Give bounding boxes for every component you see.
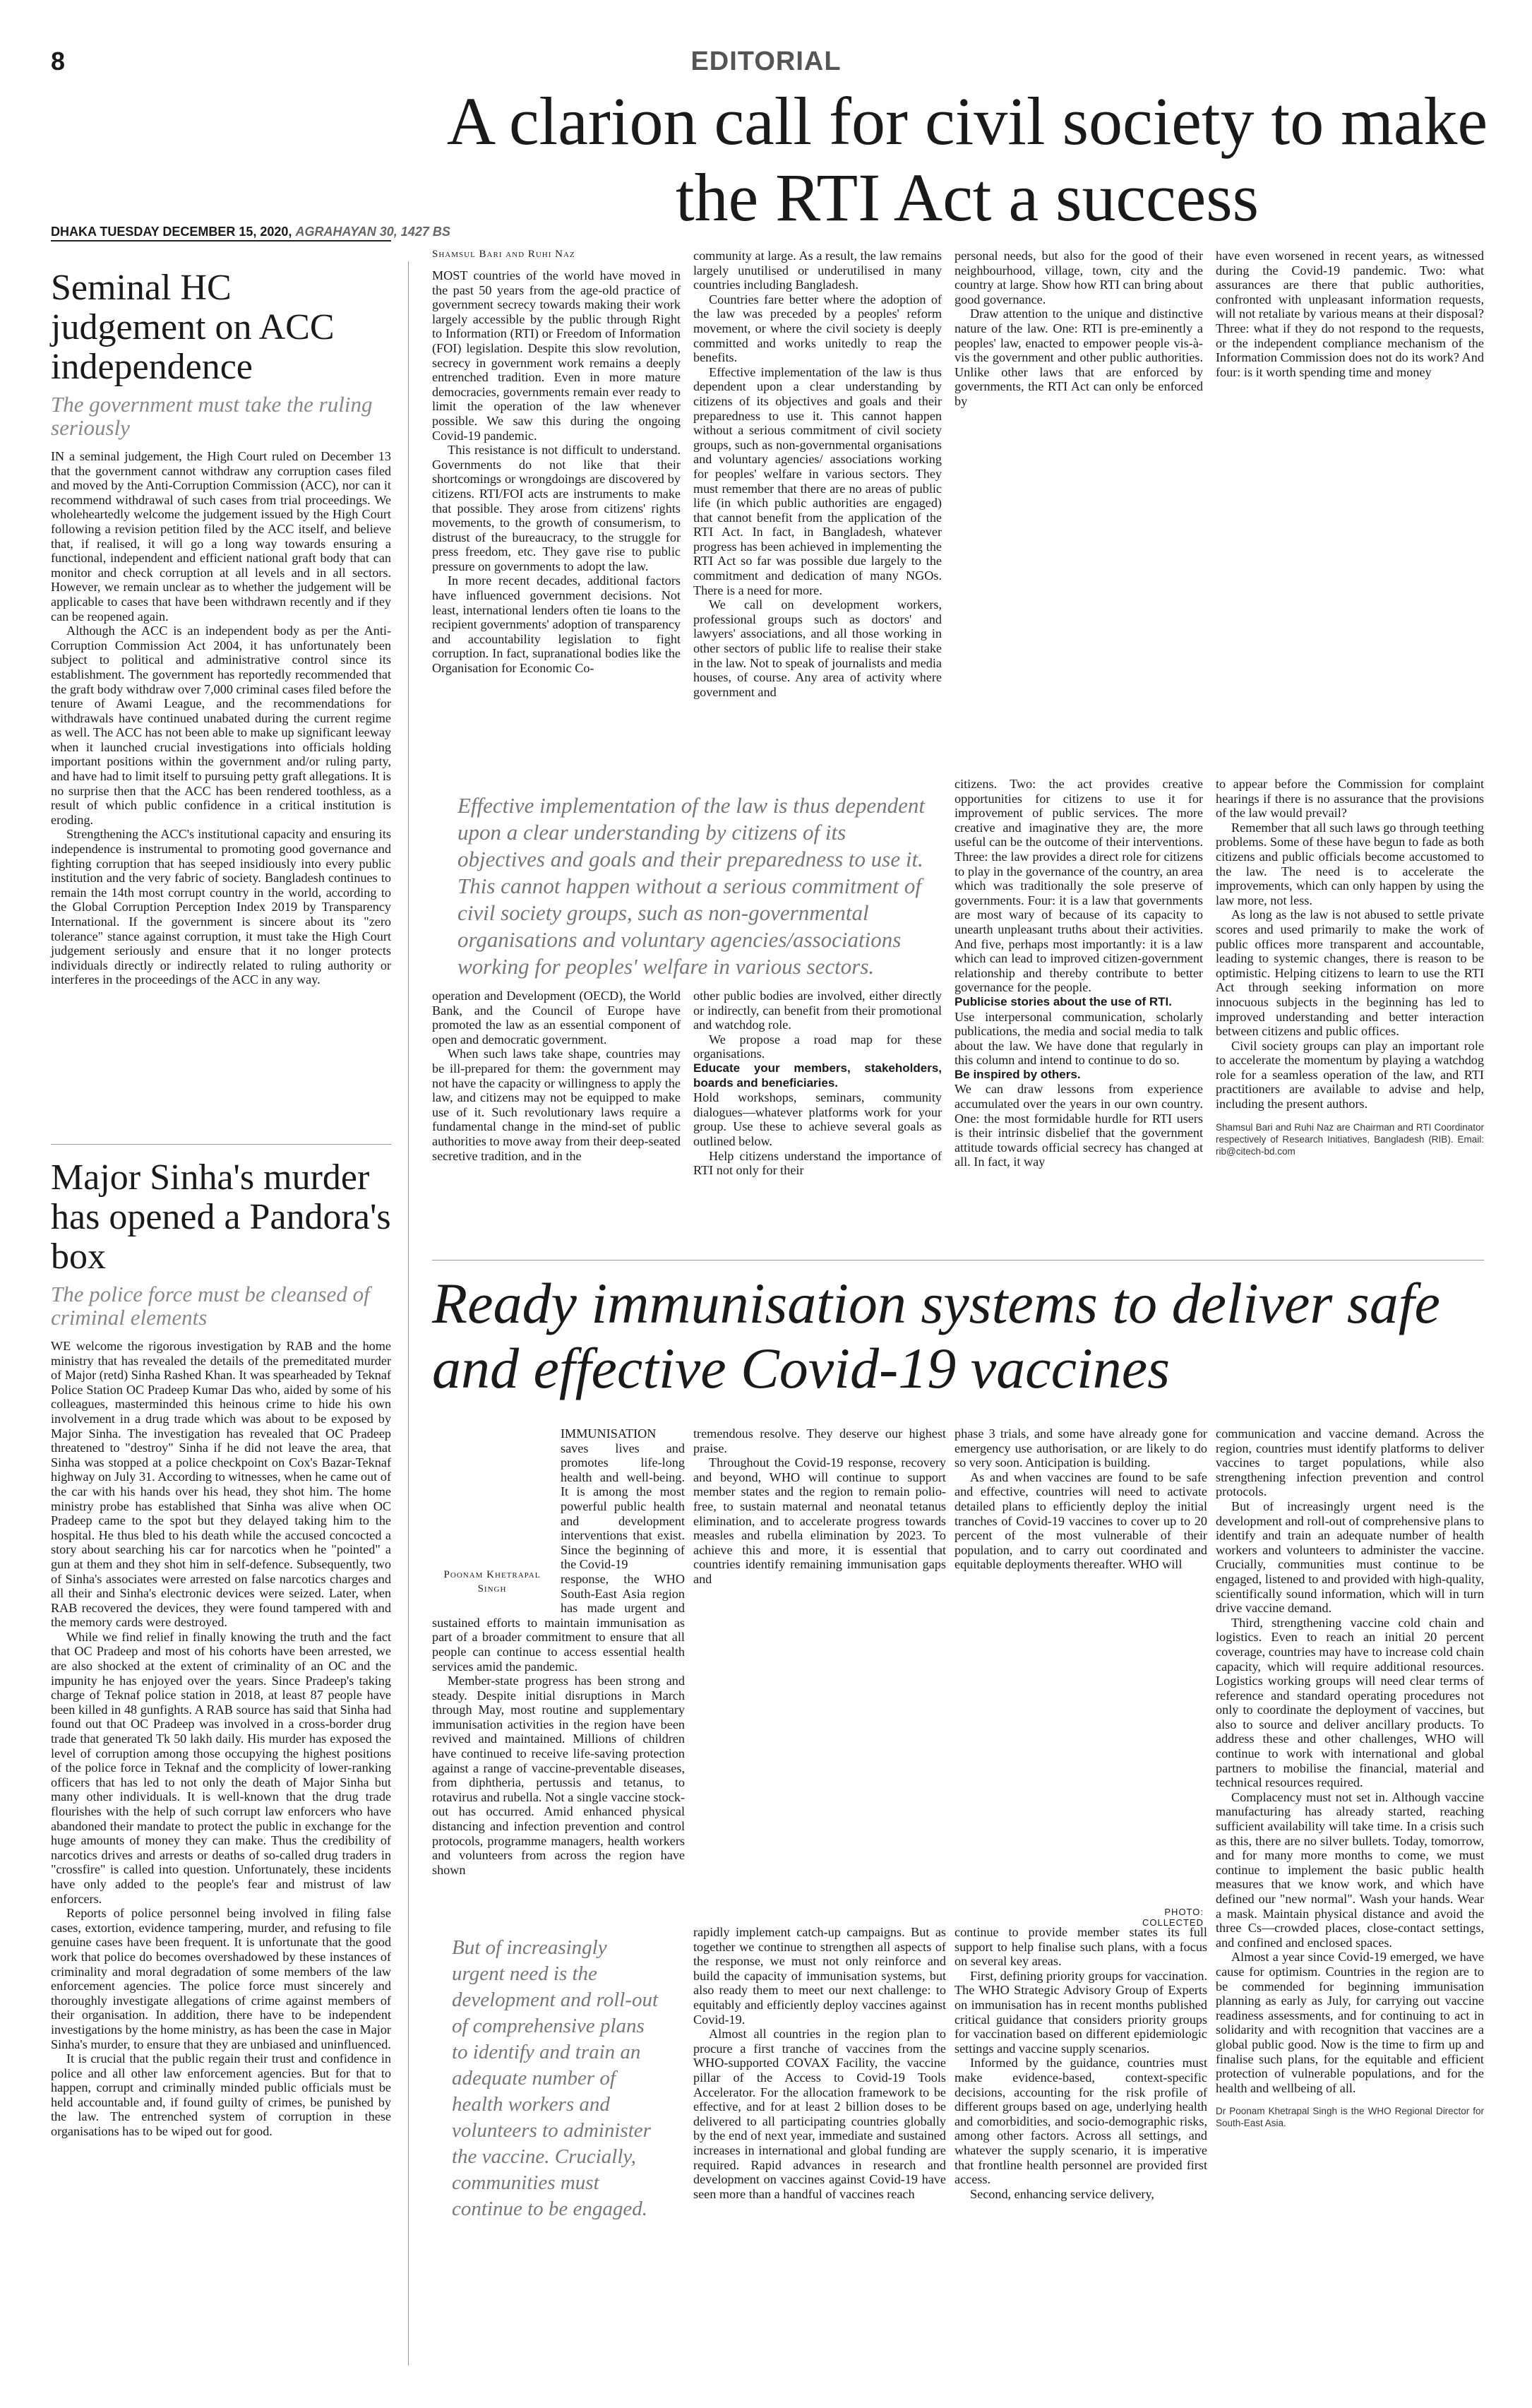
main-col-3 — [954, 249, 1203, 409]
second-paragraph: Almost a year since Covid-19 emerged, we have cause for optimism. Countries in the region are to be commended for beginning immunisation planning as early as July, for carrying out vaccine readiness assessments, and for continuing to act in solidarity and with recognition that vaccines are a global public good. Now is the time to firm up and finalise such plans, for the equitable and efficient protection of vulnerable populations, and for the health and wellbeing of all. — [1216, 1950, 1484, 2095]
second-paragraph: Third, strengthening vaccine cold chain and logistics. Even to reach an initial 20 percent coverage, countries may have to increase cold chain capacity, which will require additional resources. Logistics working groups will need clear terms of reference and standard operating procedures not only to coordinate the deployment of vaccines, but also to source and deliver ancillary products. To address these and other challenges, WHO will continue to work with international and global partners to mobilise the financial, material and technical resources required. — [1216, 1615, 1484, 1790]
second-col-2 — [693, 1426, 946, 1587]
editorial-1-paragraph: Although the ACC is an independent body as per the Anti-Corruption Commission Act 2004, it has unfortunately been subject to political and administrative control since its establishment. The government has reportedly recommended that the graft body withdraw over 7,000 criminal cases filed before the tenure of Awami League, and the recommendations for withdrawals have continued unabated during the current regime as well. The ACC has not been able to make up significant leeway when it launched crucial investigations into officials holding important positions within the government and/or ruling party, and have had to limit itself to pursuing petty graft allegations. It is no surprise then that the ACC has been rendered toothless, as a result of which public confidence in a critical institution is eroding. — [51, 624, 392, 827]
left-editorial-1 — [51, 268, 391, 987]
main-paragraph: As long as the law is not abused to settle private scores and used primarily to make the work of public offices more transparent and accountable, leading to systemic changes, there is reason to be optimistic. Helping citizens to learn to use the RTI Act through seeking information on more innocuous subjects in the beginning has led to improved understanding and better interaction between citizens and public offices. — [1216, 907, 1484, 1039]
second-paragraph: As and when vaccines are found to be safe and effective, countries will need to activate detailed plans to efficiently deploy the initial tranches of Covid-19 vaccines to cover up to 20 percent of the most vulnerable of their population, and to carry out coordinated and equitable deployments thereafter. WHO will — [954, 1470, 1207, 1572]
second-paragraph: Complacency must not set in. Although vaccine manufacturing has already started, reaching sufficient availability will take time. In a crisis such as this, there are no silver bullets. Today, tomorrow, and for many more months to come, we must continue to implement the basic public health measures that we know work, and which have defined our "new normal". Wash your hands. Wear a mask. Maintain physical distance and avoid the three Cs—crowded places, close-contact settings, and confined and enclosed spaces. — [1216, 1789, 1484, 1950]
second-byline: Poonam Khetrapal Singh — [443, 1569, 541, 1595]
main-col-2 — [693, 249, 942, 699]
second-paragraph: But of increasingly urgent need is the development and roll-out of comprehensive plans to identify and train an adequate number of health workers and volunteers to administer the vaccine. Crucially, communities must continue to be engaged, listened to and provided with high-quality, scientifically sound information, which will in turn drive vaccine demand. — [1216, 1498, 1484, 1616]
main-paragraph: community at large. As a result, the law remains largely unutilised or underutilised in many countries including Bangladesh. — [693, 249, 942, 292]
second-paragraph: Informed by the guidance, countries must make evidence-based, context-specific decisions, accounting for the risk profile of different groups based on age, underlying health and comorbidities, and socio-demographic risks, among other factors. Across all settings, and whatever the supply scenario, it is imperative that frontline health personnel are provided first access. — [954, 2056, 1207, 2187]
main-paragraph: Help citizens understand the importance of RTI not only for their — [693, 1148, 942, 1178]
main-paragraph: have even worsened in recent years, as witnessed during the Covid-19 pandemic. Two: what assurances are there that public authorities, confronted with unpleasant information requests, will not retaliate by various means at their disposal? Three: what if they do not respond to the requests, or the independent compliance mechanism of the Information Commission does not do its work? And four: is it worth spending time and money — [1216, 249, 1484, 379]
editorial-1-subhead: The government must take the ruling seriously — [51, 392, 373, 440]
main-pull-quote: Effective implementation of the law is thus dependent upon a clear understanding by citizens of its objectives and goals and their preparedness to use it. This cannot happen without a serious commitment of civil society groups, such as non-governmental organisations and voluntary agencies/associations working for peoples' welfare in various sectors. — [457, 793, 926, 979]
subhead-inspired: Be inspired by others. — [954, 1067, 1081, 1081]
main-headline: A clarion call for civil society to make the RTI Act a success — [446, 83, 1488, 235]
second-col-3 — [954, 1426, 1207, 1572]
main-paragraph: We can draw lessons from experience accumulated over the years in our own country. One: the most formidable hurdle for RTI users is their intrinsic disbelief that the government attitude towards official secrecy has changed at all. In fact, it way — [954, 1082, 1203, 1169]
main-col-1 — [432, 268, 681, 676]
main-paragraph: Draw attention to the unique and distinctive nature of the law. One: RTI is pre-eminently a peoples' law, enacted to empower people vis-à-vis the government and other public authorities. Unlike other laws that are enforced by governments, the RTI Act can only be enforced by — [954, 306, 1203, 408]
section-label: EDITORIAL — [690, 47, 842, 76]
main-byline: Shamsul Bari and Ruhi Naz — [432, 249, 575, 260]
editorial-2-paragraph: It is crucial that the public regain their trust and confidence in police and all other law enforcement agencies. But for that to happen, corrupt and criminally minded public officials must be held accountable and, if found guilty of crimes, be punished by the law. The entrenched system of corruption in these organisations has to be wiped out for good. — [51, 2051, 391, 2139]
second-paragraph: response, the WHO South-East Asia region has made urgent and sustained efforts to maintain immunisation as part of a broader commitment to ensure that all people can continue to access essential health services amid the pandemic. — [432, 1571, 685, 1674]
main-paragraph: Effective implementation of the law is thus dependent upon a clear understanding by citizens of its objectives and goals and their preparedness to use it. This cannot happen without a serious commitment of civil society groups, such as non-governmental organisations and voluntary agencies/ associations working for peoples' welfare in various sectors. They must remember that there are no areas of public life (in which public authorities are engaged) that cannot benefit from the application of the RTI Act. In fact, in Bangladesh, whatever progress has been achieved in implementing the RTI Act so far was possible due largely to the commitment and dedication of many NGOs. There is a need for more. — [693, 364, 942, 597]
main-paragraph: to appear before the Commission for complaint hearings if there is no assurance that the provisions of the law would prevail? — [1216, 777, 1484, 821]
editorial-1-headline: Seminal HC judgement on ACC independence — [51, 268, 335, 387]
main-paragraph: We propose a road map for these organisations. — [693, 1032, 942, 1061]
main-paragraph: Civil society groups can play an important role to accelerate the momentum by playing a watchdog role for a seamless operation of the law, and RTI practitioners are available to advise and help, including the present authors. — [1216, 1038, 1484, 1111]
second-col-1 — [432, 1426, 685, 1877]
editorial-1-paragraph: Strengthening the ACC's institutional capacity and ensuring its independence is instrumental to promoting good governance and fighting corruption that has seeped insidiously into every public institution and the very fabric of society. Bangladesh continues to remain the 14th most corrupt country in the world, according to the Global Corruption Perception Index 2019 by Transparency International. If the government is sincere about its "zero tolerance" stance against corruption, it must take the High Court judgement seriously and ensure that it no longer protects individuals directly or indirectly related to ruling authority or interferes in the proceedings of the ACC in any way. — [51, 827, 391, 987]
main-paragraph: We call on development workers, professional groups such as doctors' and lawyers' associations, and all those working in other sectors of public life to realise their stake in the law. Not to speak of journalists and media houses, of course. Any area of activity where government and — [693, 597, 942, 699]
editorial-2-paragraph: WE welcome the rigorous investigation by RAB and the home ministry that has revealed the details of the premeditated murder of Major (retd) Sinha Rashed Khan. It was spearheaded by Teknaf Police Station OC Pradeep Kumar Das who, aided by some of his colleagues, masterminded this heinous crime to hide his own involvement in a drug trade which was about to be exposed by Major Sinha. The investigation has revealed that OC Pradeep threatened to "destroy" Sinha if he did not leave the area, that Sinha was stopped at a police checkpoint on Cox's Bazar-Teknaf highway on July 31. According to witnesses, when he came out of the car with his hands over his head, they shot him. The home ministry probe has established that Sinha was alive when OC Pradeep came to the spot but they delayed taking him to the hospital. He thus bled to his death while the accused concocted a story about searching his car for narcotics when he "pointed" a gun at them and they shot him in self-defence. Subsequently, two of Sinha's associates were arrested on false narcotics charges and all their and Sinha's electronic devices were seized. Later, when RAB recovered the devices, they were found tampered with and the memory cards were destroyed. — [51, 1339, 391, 1630]
left-editorial-2 — [51, 1158, 391, 2139]
second-lower-col-3 — [954, 1925, 1207, 2201]
second-paragraph: First, defining priority groups for vaccination. The WHO Strategic Advisory Group of Experts on immunisation has in recent months published critical guidance that considers priority groups for vaccination based on different epidemiologic settings and vaccine supply scenarios. — [954, 1968, 1207, 2056]
main-paragraph: Remember that all such laws go through teething problems. Some of these have begun to fade as both citizens and public officials become accustomed to the law. The need is to accelerate the improvements, which can only happen by using the law more, not less. — [1216, 820, 1484, 907]
photo-credit: PHOTO: COLLECTED — [1142, 1907, 1204, 1928]
main-paragraph: When such laws take shape, countries may be ill-prepared for them: the government may not have the capacity or willingness to apply the law, and citizens may not be equipped to make use of it. Such revolutionary laws require a fundamental change in the mind-set of public authorities to move away from their deep-seated secretive tradition, and in the — [432, 1047, 681, 1163]
second-paragraph: continue to provide member states its full support to help finalise such plans, with a focus on several key areas. — [954, 1925, 1207, 1969]
main-paragraph: citizens. Two: the act provides creative opportunities for citizens to use it for improvement of public services. The more creative and imaginative they are, the more useful can be the outcome of their interventions. Three: the law provides a direct role for citizens to play in the governance of the country, an area which was traditionally the sole preserve of governments. Four: it is a law that governments are most wary of because of its capacity to unearth unpleasant truths about their activities. And five, perhaps most importantly: it is a law which can lead to improved citizen-government relationship and thereby contribute to better governance for the people. — [954, 777, 1203, 995]
main-paragraph: This resistance is not difficult to understand. Governments do not like that their shortcomings or wrongdoings are discovered by citizens. RTI/FOI acts are instruments to make that possible. They arose from citizens' rights movements, to the growth of consumerism, to distrust of the bureaucracy, to the struggle for press freedom, etc. They gave rise to public pressure on governments to adopt the law. — [432, 443, 681, 573]
main-author-note: Shamsul Bari and Ruhi Naz are Chairman and RTI Coordinator respectively of Research Initiatives, Bangladesh (RIB). Email: rib@citech-bd.com — [1216, 1121, 1484, 1157]
page-number: 8 — [51, 47, 66, 76]
editorial-1-paragraph: IN a seminal judgement, the High Court ruled on December 13 that the government cannot withdraw any corruption cases filed and moved by the Anti-Corruption Commission (ACC), nor can it recommend withdrawal of such cases from trial proceedings. We wholeheartedly welcome the judgement issued by the High Court following a revision petition filed by the ACC itself, and believe that, if realised, it will go a long way towards ensuring a functional, independent and efficient national graft body that can monitor and check corruption at all levels and in all sectors. However, we remain unclear as to whether the judgement will be applicable to cases that have been withdrawn recently and if they can be reopened again. — [51, 449, 391, 624]
editorial-1-body — [51, 449, 391, 987]
second-paragraph: Almost all countries in the region plan to procure a first tranche of vaccines from the WHO-supported COVAX Facility, the vaccine pillar of the Access to Covid-19 Tools Accelerator. For the allocation framework to be effective, and for at least 2 billion doses to be delivered to all participating countries globally by the end of next year, immediate and sustained increases in international and global funding are required. Rapid advances in research and development on vaccines against Covid-19 have seen more than a handful of vaccines reach — [693, 2027, 946, 2201]
editorial-2-subhead: The police force must be cleansed of criminal elements — [51, 1282, 370, 1330]
main-col-4 — [1216, 249, 1484, 379]
main-paragraph: operation and Development (OECD), the World Bank, and the Council of Europe have promoted the law as an essential component of open and democratic government. — [432, 989, 681, 1047]
second-author-note: Dr Poonam Khetrapal Singh is the WHO Regional Director for South-East Asia. — [1216, 2106, 1484, 2129]
dateline — [51, 225, 450, 239]
editorial-2-paragraph: Reports of police personnel being involved in filing false cases, extortion, evidence tampering, murder, and refusing to file genuine cases have been frequent. It is unfortunate that the good work that police do becomes overshadowed by these instances of criminality and moral degradation of some members of the law enforcement agencies. The police force must sincerely and thoroughly investigate allegations of crime against members of their organisation. In addition, there have to be independent investigations by the home ministry, as has been the case in Major Sinha's murder, to ensure that they are unbiased and uninfluenced. — [51, 1906, 391, 2051]
second-headline: Ready immunisation systems to deliver safe and effective Covid-19 vaccines — [432, 1271, 1440, 1400]
main-paragraph: In more recent decades, additional factors have influenced government decisions. Not least, international lenders often tie loans to the recipient governments' adoption of transparency and accountability legislation to fight corruption. In fact, supranational bodies like the Organisation for Economic Co- — [432, 573, 681, 676]
main-paragraph: MOST countries of the world have moved in the past 50 years from the age-old practice of government secrecy towards making their work largely accessible by the public through Right to Information (RTI) or Freedom of Information (FOI) legislation. Despite this slow revolution, secrecy in government work remains a deeply entrenched tradition. Even in more mature democracies, governments remain ever ready to limit the operation of the law whenever possible. We saw this during the ongoing Covid-19 pandemic. — [432, 268, 681, 443]
main-lower-col-1 — [432, 989, 681, 1163]
column-divider — [408, 261, 409, 2366]
second-paragraph: IMMUNISATION saves lives and promotes life-long health and well-being. It is among the most powerful public health and development interventions that exist. Since the beginning of the Covid-19 — [561, 1426, 685, 1572]
dateline-date: DHAKA TUESDAY DECEMBER 15, 2020, — [51, 225, 292, 239]
main-lower-col-3 — [954, 777, 1203, 1169]
editorial-2-paragraph: While we find relief in finally knowing the truth and the fact that OC Pradeep and most of his cohorts have been arrested, we are also shocked at the extent of criminality of an OC and the impunity he has enjoyed over the years. Since Pradeep's taking charge of Teknaf police station in 2018, at least 87 people have been killed in 48 gunfights. A RAB source has said that Sinha had found out that OC Pradeep was involved in a cross-border drug trade that generated Tk 50 lakh daily. His murder has exposed the level of corruption among those occupying the highest positions of the police force in Teknaf and the complicity of lower-ranking officers that has led to not only the death of Major Sinha but many other individuals. It is well-known that the drug trade flourishes with the help of such corrupt law enforcers who have abandoned their mandate to protect the public in exchange for the huge amounts of money they can make. Thus the credibility of narcotics drives and arrests or deaths of so-called drug traders in "crossfire" is called into question. Unfortunately, these incidents have only added to the people's fear and mistrust of law enforcers. — [51, 1629, 391, 1906]
main-paragraph: Countries fare better where the adoption of the law was preceded by a peoples' reform movement, or where the civil society is deeply committed and works unitedly to reap the benefits. — [693, 292, 942, 365]
byline-box — [432, 1426, 552, 1603]
second-pull-quote: But of increasingly urgent need is the development and roll-out of comprehensive plans to identify and train an adequate number of health workers and volunteers to administer the vaccine. Crucially, communities must continue to be engaged. — [452, 1936, 659, 2220]
subhead-educate: Educate your members, stakeholders, boards and beneficiaries. — [693, 1061, 942, 1090]
second-col-4 — [1216, 1426, 1484, 2129]
second-paragraph: Second, enhancing service delivery, — [970, 2186, 1154, 2201]
main-lower-col-4 — [1216, 777, 1484, 1157]
second-paragraph: communication and vaccine demand. Across the region, countries must identify platforms to deliver vaccines to target populations, while also strengthening infection prevention and control protocols. — [1216, 1426, 1484, 1499]
main-paragraph: other public bodies are involved, either directly or indirectly, can benefit from their promotional and watchdog role. — [693, 989, 942, 1032]
main-paragraph: Use interpersonal communication, scholarly publications, the media and social media to talk about the law. We have done that regularly in this column and intend to continue to do so. — [954, 1009, 1203, 1068]
subhead-publicise: Publicise stories about the use of RTI. — [954, 994, 1172, 1008]
second-lower-col-2 — [693, 1925, 946, 2201]
editorial-2-body — [51, 1339, 391, 2139]
second-paragraph: rapidly implement catch-up campaigns. But as together we continue to strengthen all aspects of the response, we must not only reinforce and build the capacity of immunisation systems, but also ready them to meet our next challenge: to equitably and efficiently deploy vaccines against Covid-19. — [693, 1925, 946, 2027]
main-paragraph: personal needs, but also for the good of their neighbourhood, village, town, city and the country at large. Show how RTI can bring about good governance. — [954, 249, 1203, 306]
dateline-rule — [51, 240, 391, 242]
second-paragraph: phase 3 trials, and some have already gone for emergency use authorisation, or are likely to do so very soon. Anticipation is building. — [954, 1426, 1207, 1470]
main-lower-col-2 — [693, 989, 942, 1178]
dateline-bangla: AGRAHAYAN 30, 1427 BS — [295, 225, 450, 239]
second-paragraph: Throughout the Covid-19 response, recovery and beyond, WHO will continue to support member states and the region to remain polio-free, to sustain maternal and neonatal tetanus elimination, and to accelerate progress towards measles and rubella elimination by 2023. To achieve this and more, it is essential that countries identify remaining immunisation gaps and — [693, 1455, 946, 1586]
main-paragraph: Hold workshops, seminars, community dialogues—whatever platforms work for your group. Use these to achieve several goals as outlined below. — [693, 1090, 942, 1148]
second-paragraph: tremendous resolve. They deserve our highest praise. — [693, 1426, 946, 1455]
editorial-2-headline: Major Sinha's murder has opened a Pandora's box — [51, 1157, 391, 1277]
second-paragraph: Member-state progress has been strong and steady. Despite initial disruptions in March through May, most routine and supplementary immunisation activities in the region have been revived and maintained. Millions of children have continued to receive life-saving protection against a range of vaccine-preventable diseases, from diphtheria, pertussis and tetanus, to rotavirus and rubella. Not a single vaccine stock-out has occurred. Amid enhanced physical distancing and infection prevention and control protocols, programme managers, health workers and volunteers from across the region have shown — [432, 1674, 685, 1877]
editorial-divider — [51, 1144, 391, 1145]
